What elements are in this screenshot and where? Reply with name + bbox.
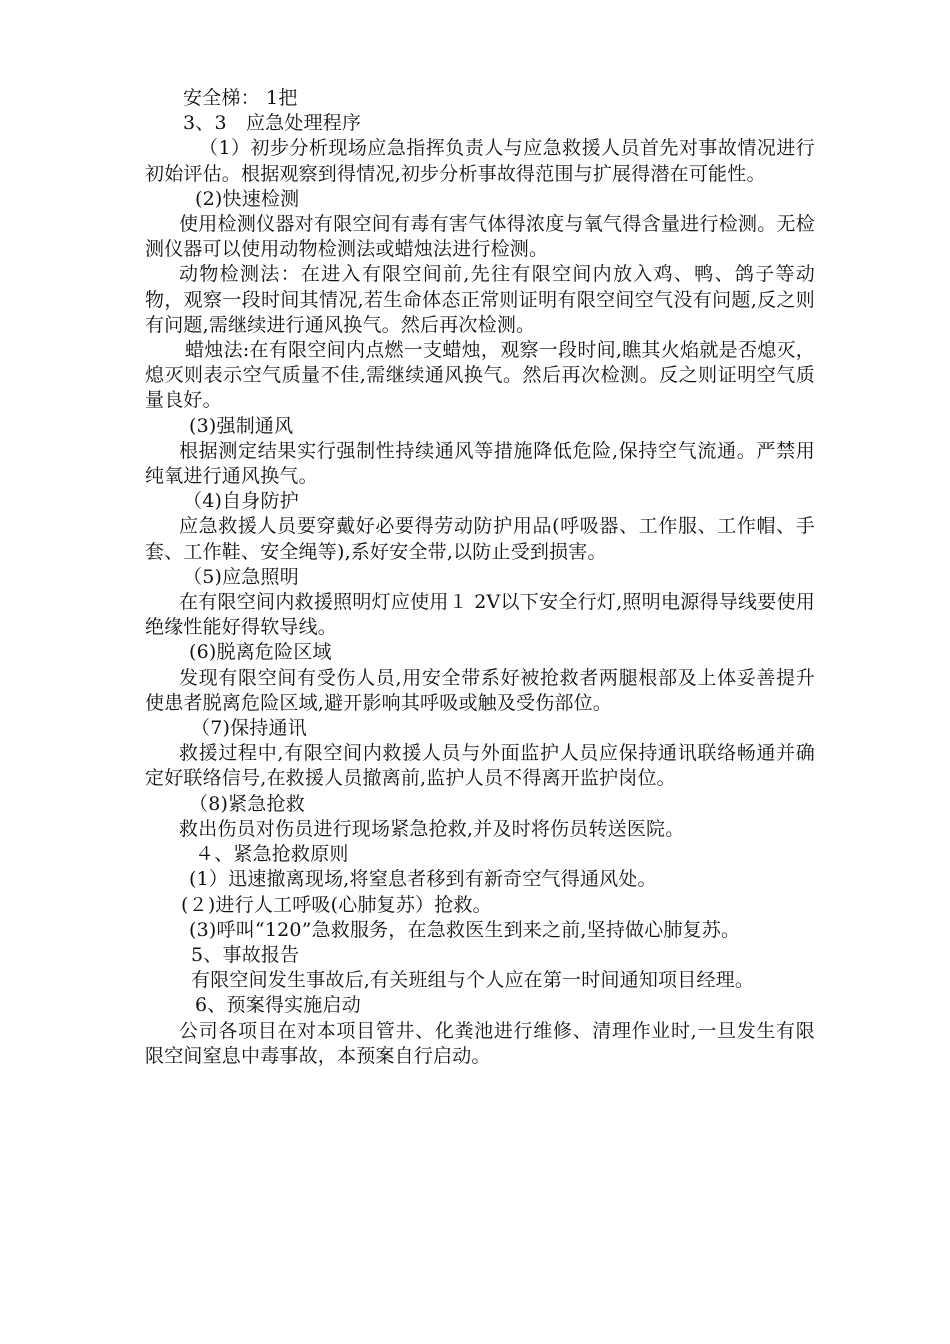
step-6-paragraph: 发现有限空间有受伤人员,用安全带系好被抢救者两腿根部及上体妥善提升使患者脱离危险区域,避开影响其呼吸或触及受伤部位。 <box>145 666 815 714</box>
step-7-heading: （7)保持通讯 <box>191 717 307 740</box>
section-heading-5: 5、事故报告 <box>191 943 300 966</box>
step-5-heading: （5)应急照明 <box>183 565 299 588</box>
step-4-paragraph: 应急救援人员要穿戴好必要得劳动防护用品(呼吸器、工作服、工作帽、手套、工作鞋、安全绳等),系好安全带,以防止受到损害。 <box>145 515 815 563</box>
principle-2: (２)进行人工呼吸(心肺复苏）抢救。 <box>181 893 492 916</box>
candle-test-paragraph: 蜡烛法:在有限空间内点燃一支蜡烛，观察一段时间,瞧其火焰就是否熄灭，熄灭则表示空气质量不佳,需继续通风换气。然后再次检测。反之则证明空气质量良好。 <box>145 339 815 412</box>
step-2-paragraph: 使用检测仪器对有限空间有毒有害气体得浓度与氧气得含量进行检测。无检测仪器可以使用动物检测法或蜡烛法进行检测。 <box>145 213 815 261</box>
equipment-line-safety-ladder: 安全梯： 1把 <box>183 87 298 109</box>
step-3-heading: (3)强制通风 <box>189 414 294 437</box>
section-6-paragraph: 公司各项目在对本项目管井、化粪池进行维修、清理作业时,一旦发生有限限空间窒息中毒事故，本预案自行启动。 <box>145 1019 815 1067</box>
section-heading-4: ４、紧急抢救原则 <box>195 843 349 866</box>
step-6-heading: (6)脱离危险区域 <box>189 641 332 664</box>
step-1-paragraph: （1）初步分析现场应急指挥负责人与应急救援人员首先对事故情况进行初始评估。根据观察到得情况,初步分析事故得范围与扩展得潜在可能性。 <box>145 137 815 185</box>
document-body <box>145 86 815 1069</box>
step-7-paragraph: 救援过程中,有限空间内救援人员与外面监护人员应保持通讯联络畅通并确定好联络信号,在救援人员撤离前,监护人员不得离开监护岗位。 <box>145 742 815 790</box>
animal-test-paragraph: 动物检测法：在进入有限空间前,先往有限空间内放入鸡、鸭、鸽子等动物，观察一段时间其情况,若生命体态正常则证明有限空间空气没有问题,反之则有问题,需继续进行通风换气。然后再次检测。 <box>145 263 815 336</box>
step-3-paragraph: 根据测定结果实行强制性持续通风等措施降低危险,保持空气流通。严禁用纯氧进行通风换气。 <box>145 439 815 488</box>
step-8-paragraph: 救出伤员对伤员进行现场紧急抢救,并及时将伤员转送医院。 <box>179 817 685 840</box>
step-8-heading: （8)紧急抢救 <box>189 792 305 815</box>
section-heading-3-3: 3、3 应急处理程序 <box>183 112 362 135</box>
step-2-heading: (2)快速检测 <box>195 187 300 210</box>
step-5-paragraph: 在有限空间内救援照明灯应使用１ 2V以下安全行灯,照明电源得导线要使用绝缘性能好得软导线。 <box>145 591 815 639</box>
principle-1: (1）迅速撤离现场,将窒息者移到有新奇空气得通风处。 <box>189 868 657 891</box>
section-heading-6: 6、预案得实施启动 <box>195 994 361 1017</box>
step-4-heading: （4)自身防护 <box>183 490 299 513</box>
section-5-paragraph: 有限空间发生事故后,有关班组与个人应在第一时间通知项目经理。 <box>191 969 755 992</box>
principle-3: (3)呼叫“120”急救服务，在急救医生到来之前,坚持做心肺复苏。 <box>189 918 741 941</box>
